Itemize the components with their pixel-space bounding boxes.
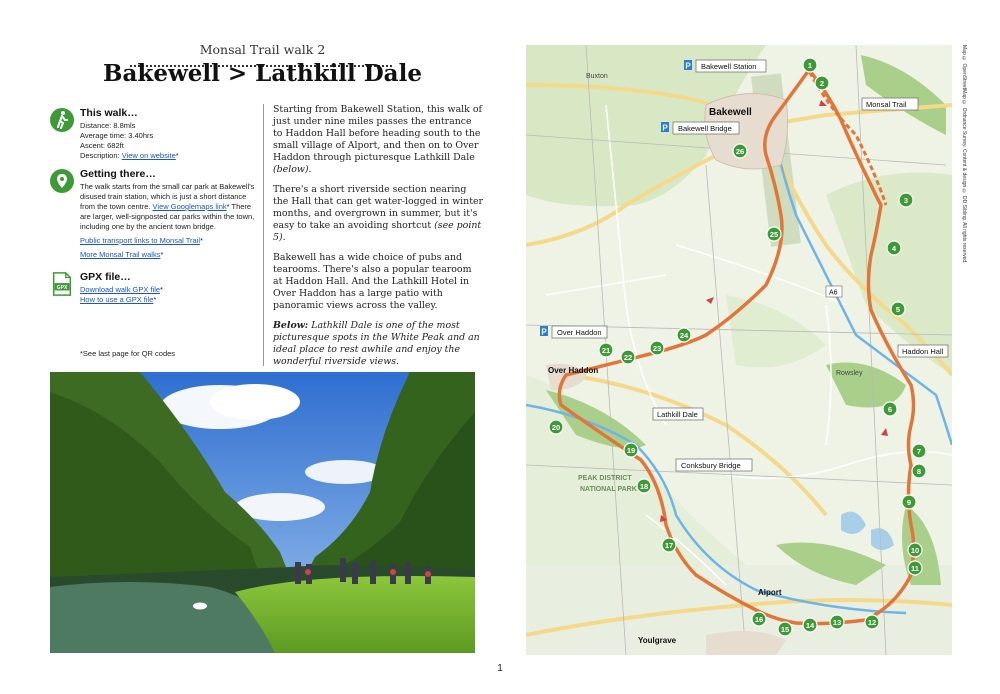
waypoint-number: 19 bbox=[626, 445, 636, 455]
lane bbox=[676, 245, 846, 305]
transport-suffix: * bbox=[200, 236, 203, 245]
waypoint-1 bbox=[803, 58, 817, 72]
waypoint-number: 21 bbox=[601, 345, 611, 355]
waypoint-24 bbox=[677, 328, 691, 342]
waypoint-number: 11 bbox=[911, 563, 919, 573]
view-on-website-link[interactable]: View on website bbox=[121, 151, 176, 160]
waypoint-26 bbox=[733, 144, 747, 158]
page-number: 1 bbox=[497, 663, 503, 674]
waypoint-number: 16 bbox=[754, 614, 764, 624]
waypoint-22 bbox=[621, 350, 635, 364]
intro-p2-emphasis: (see point 5). bbox=[273, 220, 482, 243]
waypoint-6 bbox=[883, 402, 897, 416]
page-title: Bakewell > Lathkill Dale bbox=[103, 60, 422, 87]
location-pin-icon bbox=[50, 169, 74, 193]
waypoint-23 bbox=[650, 341, 664, 355]
woodland-area bbox=[902, 505, 941, 585]
howto-gpx-link[interactable]: How to use a GPX file bbox=[80, 295, 154, 304]
waypoint-number: 20 bbox=[551, 422, 561, 432]
download-gpx-link[interactable]: Download walk GPX file bbox=[80, 285, 161, 294]
more-walks-suffix: * bbox=[160, 250, 164, 259]
public-transport-link[interactable]: Public transport links to Monsal Trail bbox=[80, 236, 201, 245]
waypoint-8 bbox=[912, 464, 926, 478]
waypoint-15 bbox=[778, 622, 792, 636]
national-park-label: NATIONAL PARK bbox=[580, 486, 637, 493]
download-gpx-line bbox=[80, 285, 256, 295]
bakewell-station-label: Bakewell Station bbox=[701, 62, 757, 71]
qr-note: *See last page for QR codes bbox=[80, 349, 176, 358]
waypoint-7 bbox=[912, 444, 926, 458]
average-time: Average time: 3.40hrs bbox=[80, 131, 154, 140]
howto-suffix: * bbox=[153, 295, 157, 304]
waypoint-18 bbox=[637, 479, 651, 493]
lane bbox=[546, 275, 666, 295]
waypoint-number: 8 bbox=[916, 466, 922, 476]
waypoint-number: 7 bbox=[916, 446, 922, 456]
howto-gpx-line bbox=[80, 295, 256, 305]
bakewell-bridge-label: Bakewell Bridge bbox=[678, 124, 732, 133]
waypoint-17 bbox=[662, 538, 676, 552]
waypoint-number: 9 bbox=[906, 497, 912, 507]
a6-label: A6 bbox=[829, 289, 838, 297]
info-column bbox=[50, 108, 256, 313]
getting-there-section bbox=[50, 169, 256, 260]
waypoint-3 bbox=[899, 193, 913, 207]
intro-paragraph-1 bbox=[273, 104, 483, 176]
this-walk-section bbox=[50, 108, 256, 161]
youlgrave-village-label: Youlgrave bbox=[638, 636, 677, 645]
ascent: Ascent: 682ft bbox=[80, 141, 124, 150]
waypoint-number: 23 bbox=[652, 343, 662, 353]
alport-village-label: Alport bbox=[758, 588, 782, 597]
googlemaps-link[interactable]: View Googlemaps link bbox=[152, 202, 227, 211]
intro-p2-text: There's a short riverside section nearing the Hall that can get water-logged in winter months, and overgrown in summer, but it's easy to take an avoiding shortcut bbox=[273, 184, 483, 231]
intro-p1-emphasis: (below). bbox=[273, 164, 312, 175]
intro-p1-text: Starting from Bakewell Station, this walk of just under nine miles passes the entrance to Haddon Hall before heading south to the small village of Alport, and then on to Over Haddon through picturesque Lathkill Dale bbox=[273, 104, 482, 163]
waypoint-20 bbox=[549, 420, 563, 434]
waypoint-number: 22 bbox=[623, 352, 633, 362]
lathkill-dale-photo bbox=[50, 372, 475, 653]
rowsley-label: Rowsley bbox=[836, 370, 863, 377]
photo-caption bbox=[273, 320, 483, 368]
bakewell-town-label: Bakewell bbox=[709, 107, 752, 118]
over-haddon-parking-label: Over Haddon bbox=[557, 328, 602, 337]
getting-there-heading: Getting there… bbox=[80, 168, 156, 180]
this-walk-heading: This walk… bbox=[80, 107, 138, 119]
peak-district-label: PEAK DISTRICT bbox=[578, 475, 632, 482]
waypoint-number: 2 bbox=[819, 78, 825, 88]
waypoint-2 bbox=[815, 76, 829, 90]
waypoint-5 bbox=[891, 302, 905, 316]
lane bbox=[826, 305, 831, 445]
distance: Distance: 8.8mls bbox=[80, 121, 136, 130]
waypoint-number: 4 bbox=[891, 243, 897, 253]
waypoint-number: 12 bbox=[867, 617, 877, 627]
route-map bbox=[526, 45, 952, 655]
waypoint-9 bbox=[902, 495, 916, 509]
transport-line bbox=[80, 236, 256, 246]
direction-arrow bbox=[706, 297, 714, 304]
waypoint-4 bbox=[887, 241, 901, 255]
waypoint-number: 25 bbox=[769, 229, 779, 239]
haddon-hall-label: Haddon Hall bbox=[902, 347, 944, 356]
more-walks-link[interactable]: More Monsal Trail walks bbox=[80, 250, 161, 259]
waypoint-number: 15 bbox=[780, 624, 790, 634]
buxton-label: Buxton bbox=[586, 73, 608, 80]
lathkill-dale-label: Lathkill Dale bbox=[657, 410, 698, 419]
waypoint-16 bbox=[752, 612, 766, 626]
woodland-area bbox=[861, 55, 946, 135]
gpx-heading: GPX file… bbox=[80, 271, 131, 283]
waypoint-number: 18 bbox=[639, 481, 649, 491]
caption-text: Lathkill Dale is one of the most picturesque spots in the White Peak and an ideal place to rest awhile and enjoy the wonderful riverside views. bbox=[273, 320, 480, 367]
download-suffix: * bbox=[160, 285, 163, 294]
waypoint-number: 14 bbox=[805, 620, 815, 630]
intro-paragraph-3: Bakewell has a wide choice of pubs and tearooms. There's also a popular tearoom at Haddon Hall. And the Lathkill Hotel in Over Haddon has a large patio with panoramic views across the valley. bbox=[273, 252, 472, 311]
waypoint-12 bbox=[865, 615, 879, 629]
waypoint-number: 17 bbox=[664, 540, 674, 550]
waypoint-number: 6 bbox=[887, 404, 893, 414]
more-walks-line bbox=[80, 250, 256, 260]
walk-subtitle: Monsal Trail walk 2 bbox=[199, 42, 326, 57]
direction-arrow bbox=[881, 428, 888, 436]
waypoint-number: 26 bbox=[735, 146, 745, 156]
parking-note: * There are larger, well-signposted car parks within the town, including one by the ancient town bridge. bbox=[80, 202, 255, 231]
intro-text bbox=[263, 104, 483, 366]
waypoint-11 bbox=[908, 561, 922, 575]
description-suffix: * bbox=[175, 151, 179, 160]
waypoint-number: 13 bbox=[832, 617, 842, 627]
map-canvas bbox=[526, 45, 952, 655]
waypoint-number: 5 bbox=[895, 304, 901, 314]
waypoint-25 bbox=[767, 227, 781, 241]
over-haddon-village-label: Over Haddon bbox=[548, 366, 599, 375]
waypoint-number: 3 bbox=[903, 195, 909, 205]
getting-there-text bbox=[80, 182, 256, 232]
caption-label: Below: bbox=[273, 320, 309, 331]
intro-paragraph-2 bbox=[273, 184, 483, 244]
waypoint-21 bbox=[599, 343, 613, 357]
waypoint-number: 1 bbox=[807, 60, 813, 70]
walker-icon bbox=[50, 108, 74, 132]
waypoint-number: 24 bbox=[679, 330, 689, 340]
getting-there-body: The walk starts from the small car park at Bakewell's disused train station, which is just a short distance from the town centre. bbox=[80, 182, 255, 211]
gpx-section bbox=[50, 272, 256, 305]
gpx-file-icon bbox=[50, 272, 74, 296]
parking-symbol: P bbox=[662, 123, 668, 133]
waypoint-10 bbox=[908, 543, 922, 557]
waypoint-13 bbox=[830, 615, 844, 629]
waypoint-14 bbox=[803, 618, 817, 632]
parking-symbol: P bbox=[685, 61, 691, 71]
waypoint-19 bbox=[624, 443, 638, 457]
parking-symbol: P bbox=[541, 327, 547, 337]
waypoint-number: 10 bbox=[910, 545, 920, 555]
lake bbox=[841, 512, 866, 534]
conksbury-bridge-label: Conksbury Bridge bbox=[681, 461, 741, 470]
svg-text:GPX: GPX bbox=[56, 285, 68, 292]
monsal-trail-label: Monsal Trail bbox=[866, 100, 907, 109]
description-label: Description: bbox=[80, 151, 120, 160]
lake bbox=[871, 528, 894, 550]
map-credit: Map © OpenStreetMap © Ordnance Survey. Content & design © DD Sibling. All rights reserved. bbox=[961, 45, 967, 264]
description-line bbox=[80, 151, 256, 161]
